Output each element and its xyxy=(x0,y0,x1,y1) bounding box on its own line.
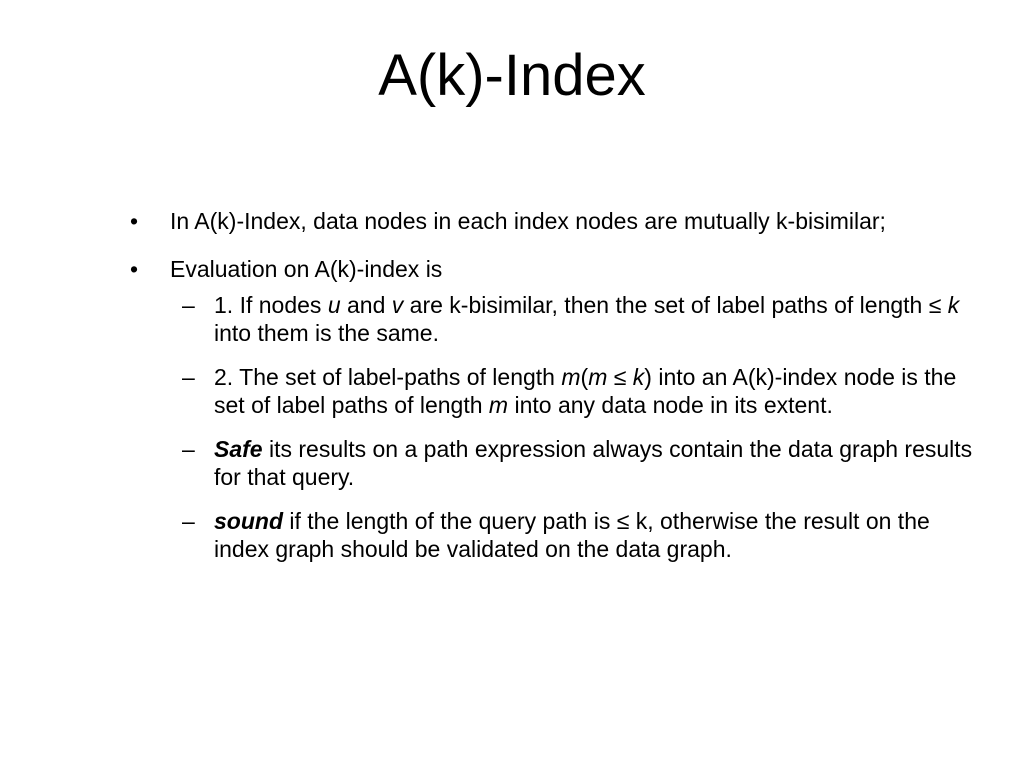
dash-marker: – xyxy=(182,436,195,462)
sub-bullet-item xyxy=(126,363,986,419)
slide-title: A(k)-Index xyxy=(378,43,646,108)
bullet-marker: • xyxy=(130,256,139,282)
sub-bullet-item xyxy=(126,291,986,347)
sub-bullet-item xyxy=(126,435,986,491)
sub-bullet-text: Safe its results on a path expression always contain the data graph results for that query. xyxy=(214,436,973,490)
dash-marker: – xyxy=(182,292,195,318)
bullet-text: Evaluation on A(k)-index is xyxy=(170,256,443,282)
sub-bullet-text: 1. If nodes u and v are k-bisimilar, then the set of label paths of length ≤ k into them is the same. xyxy=(214,292,960,346)
sub-bullet-text: sound if the length of the query path is ≤ k, otherwise the result on the index graph should be validated on the data graph. xyxy=(214,508,930,562)
term-sound: sound xyxy=(214,508,283,534)
sub-bullet-item xyxy=(126,507,986,563)
sub-bullet-text: 2. The set of label-paths of length m(m ≤ k) into an A(k)-index node is the set of label paths of length m into any data node in its extent. xyxy=(214,364,957,418)
bullet-text: In A(k)-Index, data nodes in each index nodes are mutually k-bisimilar; xyxy=(170,208,886,234)
term-safe: Safe xyxy=(214,436,263,462)
dash-marker: – xyxy=(182,508,195,534)
bullet-item xyxy=(126,207,986,235)
bullet-item xyxy=(126,255,986,283)
slide-body xyxy=(126,207,986,579)
dash-marker: – xyxy=(182,364,195,390)
bullet-marker: • xyxy=(130,208,139,234)
